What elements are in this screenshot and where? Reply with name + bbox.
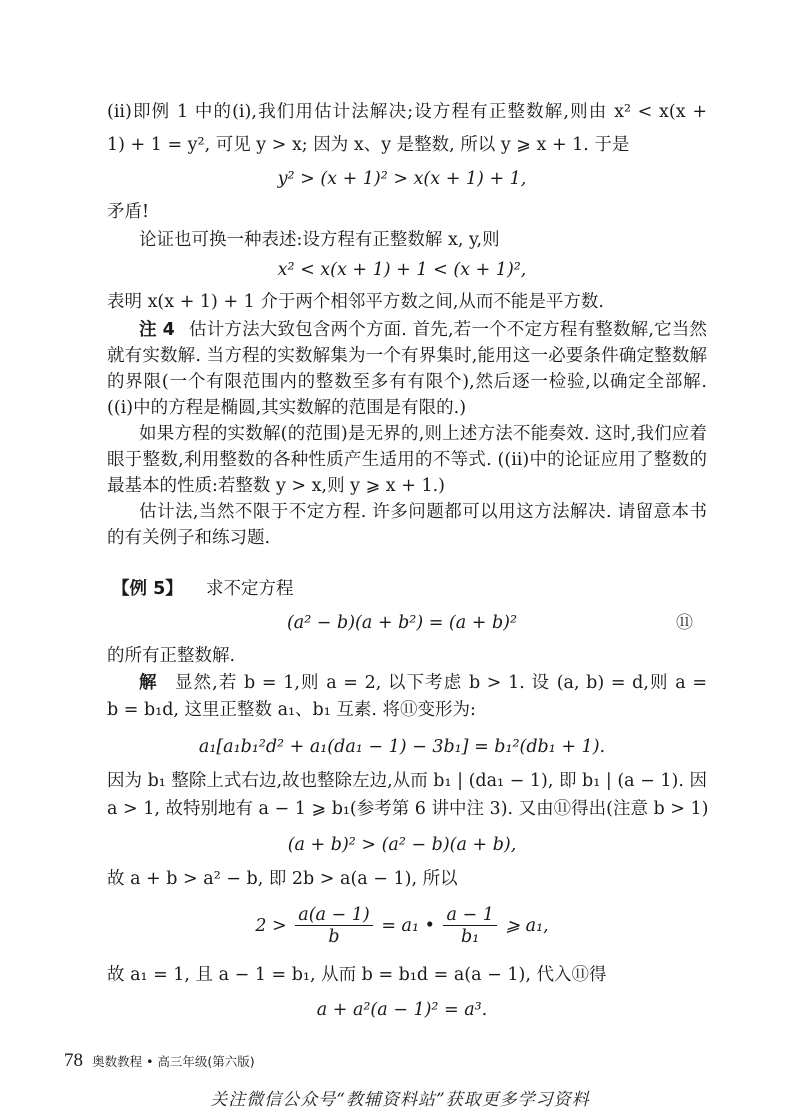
fraction [443,905,496,948]
solution-label: 解 [139,673,157,693]
text-line: 因为 b₁ 整除上式右边,故也整除左边,从而 b₁ | (da₁ − 1), 即 b₁ | (a − 1). 因 [107,771,707,791]
equation-part: ⩾ a₁, [505,916,549,936]
equation: a + a²(a − 1)² = a³. [316,1000,488,1020]
example-label: 【例 5】 [112,579,183,599]
text-line: 眼于整数,利用整数的各种性质产生适用的不等式. ((ii)中的论证应用了整数的 [107,450,707,470]
text-line: 就有实数解. 当方程的实数解集为一个有界集时,能用这一必要条件确定整数解 [107,346,707,366]
text-line: 求不定方程 [206,579,294,599]
equation-part: = a₁ • [381,916,435,936]
text-line: 的界限(一个有限范围内的整数至多有有限个),然后逐一检验,以确定全部解. [107,372,707,392]
text-line: 故 a₁ = 1, 且 a − 1 = b₁, 从而 b = b₁d = a(a − 1), 代入⑪得 [107,965,607,985]
equation: a₁[a₁b₁²d² + a₁(da₁ − 1) − 3b₁] = b₁²(db₁ + 1). [198,737,606,757]
text-line: 论证也可换一种表述:设方程有正整数解 x, y,则 [139,230,500,250]
equation: x² < x(x + 1) + 1 < (x + 1)², [277,260,527,280]
page-number: 78 [64,1050,83,1071]
text-line: 表明 x(x + 1) + 1 介于两个相邻平方数之间,从而不能是平方数. [107,292,604,312]
equation-part: 2 > [255,916,287,936]
equation-number: ⑪ [676,613,693,633]
text-line: ((i)中的方程是椭圆,其实数解的范围是有限的.) [107,398,467,418]
fraction-numerator: a − 1 [443,905,496,926]
fraction-denominator: b [328,927,340,947]
note-label: 注 4 [139,320,175,340]
text-line: 估计法,当然不限于不定方程. 许多问题都可以用这方法解决. 请留意本书 [139,502,707,522]
watermark-text: 关注微信公众号“教辅资料站”获取更多学习资料 [210,1090,590,1110]
book-title: 奥数教程 • 高三年级(第六版) [92,1054,255,1069]
text-line: 最基本的性质:若整数 y > x,则 y ⩾ x + 1.) [107,476,445,496]
text-line: b = b₁d, 这里正整数 a₁、b₁ 互素. 将⑪变形为: [107,700,476,720]
equation: y² > (x + 1)² > x(x + 1) + 1, [277,169,527,189]
equation: (a + b)² > (a² − b)(a + b), [287,835,517,855]
fraction [295,905,372,948]
fraction-equation [107,902,697,952]
fraction-denominator: b₁ [461,927,480,947]
text-line: (ii)即例 1 中的(i),我们用估计法解决;设方程有正整数解,则由 x² < x(x + [107,102,707,122]
text-line: 显然,若 b = 1,则 a = 2, 以下考虑 b > 1. 设 (a, b) = d,则 a = [175,673,707,693]
text-line: 如果方程的实数解(的范围)是无界的,则上述方法不能奏效. 这时,我们应着 [139,424,707,444]
text-line: 的所有正整数解. [107,646,236,666]
text-line: 的有关例子和练习题. [107,528,271,548]
text-line: 故 a + b > a² − b, 即 2b > a(a − 1), 所以 [107,869,458,889]
text-line: a > 1, 故特别地有 a − 1 ⩾ b₁(参考第 6 讲中注 3). 又由⑪得出(注意 b > 1) [107,799,709,819]
text-line: 1) + 1 = y², 可见 y > x; 因为 x、y 是整数, 所以 y ⩾ x + 1. 于是 [107,135,630,155]
text-line: 估计方法大致包含两个方面. 首先,若一个不定方程有整数解,它当然 [189,320,707,340]
text-line: 矛盾! [107,202,150,222]
page-footer [64,1050,255,1072]
equation: (a² − b)(a + b²) = (a + b)² [286,613,518,633]
fraction-numerator: a(a − 1) [295,905,372,926]
